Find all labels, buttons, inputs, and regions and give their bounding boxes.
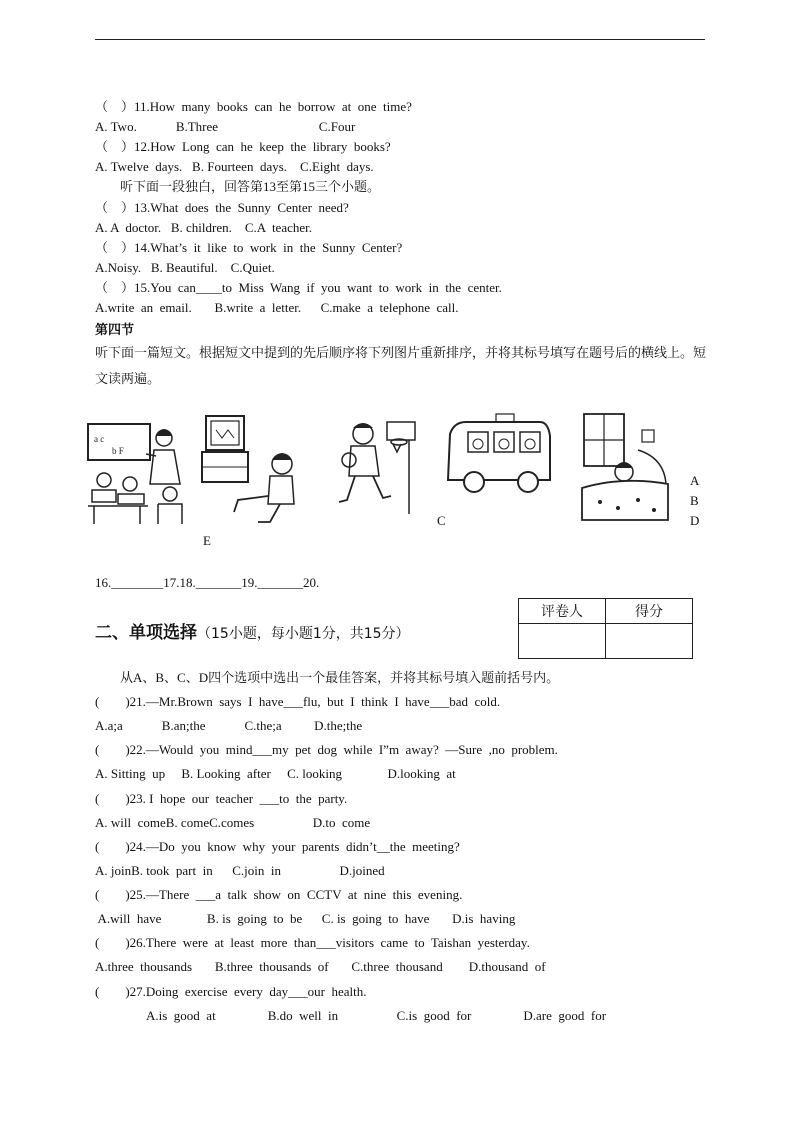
section2-title-text: 二、单项选择 (95, 623, 197, 643)
question-line: A. Sitting up B. Looking after C. looking D.looking at (95, 766, 456, 781)
question-line: A.will have B. is going to be C. is going to have D.is having (95, 911, 516, 926)
tv-boy-picture-icon (198, 410, 308, 528)
answer-blanks: 16.________17.18._______19._______20. (95, 575, 320, 590)
question-line: A.is good at B.do well in C.is good for D.are good for (146, 1008, 607, 1023)
header-rule (95, 39, 705, 40)
svg-text:b F: b F (112, 446, 124, 456)
section2-instruction: 从A、B、C、D四个选项中选出一个最佳答案，并将其标号填入题前括号内。 (120, 670, 560, 685)
question-line: A. Twelve days. B. Fourteen days. C.Eight days. (95, 159, 374, 174)
bedroom-picture-icon (578, 410, 674, 528)
picture-label-d: D (690, 513, 700, 528)
question-line: A.three thousands B.three thousands of C.three thousand D.thousand of (95, 959, 546, 974)
grader-cell[interactable] (519, 624, 606, 659)
classroom-picture-icon (86, 410, 186, 528)
question-line: ( )21.—Mr.Brown says I have___flu, but I think I have___bad cold. (95, 694, 501, 709)
question-line: A.Noisy. B. Beautiful. C.Quiet. (95, 260, 275, 275)
question-line: A. A doctor. B. children. C.A teacher. (95, 220, 312, 235)
question-line: A.a;a B.an;the C.the;a D.the;the (95, 718, 363, 733)
svg-text:a c: a c (94, 434, 105, 444)
grader-header: 评卷人 (519, 599, 606, 624)
basketball-picture-icon (333, 410, 423, 528)
question-line: A.write an email. B.write a letter. C.make a telephone call. (95, 300, 459, 315)
score-table (518, 598, 693, 659)
question-line: ( )24.—Do you know why your parents didn’t__the meeting? (95, 839, 460, 854)
question-line: （ ）14.What’s it like to work in the Sunny Center? (95, 240, 403, 255)
question-line: （ ）13.What does the Sunny Center need? (95, 200, 349, 215)
question-line: A. joinB. took part in C.join in D.joined (95, 863, 385, 878)
question-line: A. will comeB. comeC.comes D.to come (95, 815, 371, 830)
question-line: ( )23. I hope our teacher ___to the party. (95, 791, 348, 806)
question-line: （ ）15.You can____to Miss Wang if you want to work in the center. (95, 280, 502, 295)
bus-picture-icon (444, 410, 554, 510)
picture-label-a: A (690, 473, 700, 488)
question-line: ( )25.—There ___a talk show on CCTV at nine this evening. (95, 887, 463, 902)
instruction-13-15: 听下面一段独白，回答第13至第15三个小题。 (120, 179, 381, 194)
section4-instruction: 听下面一篇短文。根据短文中提到的先后顺序将下列图片重新排序，并将其标号填写在题号后的横线上。短文读两遍。 (95, 345, 707, 386)
question-line: ( )22.—Would you mind___my pet dog while I”m away? —Sure ,no problem. (95, 742, 558, 757)
question-line: ( )27.Doing exercise every day___our health. (95, 984, 367, 999)
picture-label-b: B (690, 493, 699, 508)
question-line: ( )26.There were at least more than___visitors came to Taishan yesterday. (95, 935, 530, 950)
section4-heading: 第四节 (95, 322, 135, 337)
section2-subtitle: （15小题，每小题1分，共15分） (197, 626, 410, 642)
score-header: 得分 (606, 599, 693, 624)
score-cell[interactable] (606, 624, 693, 659)
question-line: （ ）12.How Long can he keep the library books? (95, 139, 391, 154)
picture-label-c: C (437, 513, 446, 528)
question-line: （ ）11.How many books can he borrow at one time? (95, 99, 412, 114)
picture-label-e: E (203, 533, 211, 548)
question-line: A. Two. B.Three C.Four (95, 119, 356, 134)
section2-title (95, 618, 410, 643)
